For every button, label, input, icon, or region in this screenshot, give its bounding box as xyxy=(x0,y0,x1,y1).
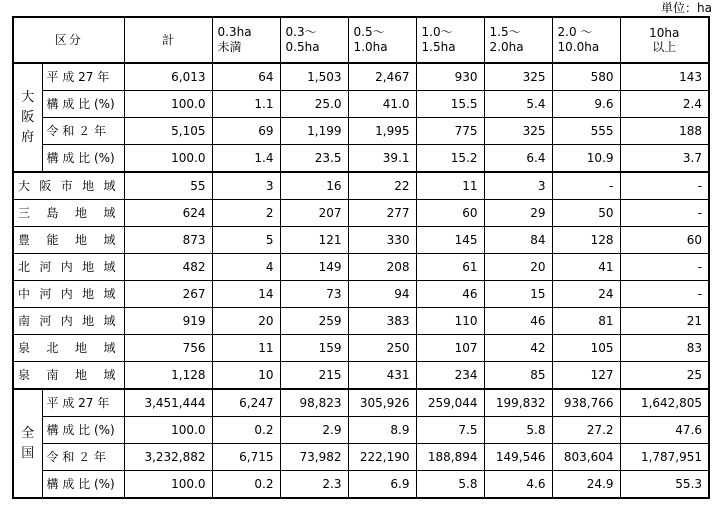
value-cell: 3,451,444 xyxy=(124,389,212,417)
value-cell: 199,832 xyxy=(484,389,552,417)
value-cell: 3.7 xyxy=(620,145,709,173)
header-col-4 xyxy=(416,17,484,63)
value-cell: 127 xyxy=(552,362,620,390)
region-label: 南河内地域 xyxy=(13,308,124,335)
value-cell: - xyxy=(620,200,709,227)
table-row xyxy=(13,172,709,200)
value-cell: 6.4 xyxy=(484,145,552,173)
value-cell: 1,787,951 xyxy=(620,444,709,471)
header-col-1-line2: 未満 xyxy=(217,40,242,54)
value-cell: 81 xyxy=(552,308,620,335)
value-cell: 234 xyxy=(416,362,484,390)
value-cell: 100.0 xyxy=(124,91,212,118)
value-cell: 64 xyxy=(212,63,280,91)
header-col-3-line1: 0.5～ xyxy=(353,25,385,39)
value-cell: 23.5 xyxy=(280,145,348,173)
table-row xyxy=(13,335,709,362)
row-label: 構 成 比 (%) xyxy=(42,471,124,499)
value-cell: 6,013 xyxy=(124,63,212,91)
value-cell: 41.0 xyxy=(348,91,416,118)
value-cell: 188,894 xyxy=(416,444,484,471)
row-label: 令 和 ２ 年 xyxy=(42,444,124,471)
value-cell: 259,044 xyxy=(416,389,484,417)
value-cell: 3 xyxy=(212,172,280,200)
value-cell: 3 xyxy=(484,172,552,200)
region-label: 泉北地域 xyxy=(13,335,124,362)
value-cell: 10 xyxy=(212,362,280,390)
header-col-2-line2: 0.5ha xyxy=(285,40,320,54)
row-label: 構 成 比 (%) xyxy=(42,91,124,118)
value-cell: 6,715 xyxy=(212,444,280,471)
table-row xyxy=(13,118,709,145)
value-cell: 85 xyxy=(484,362,552,390)
value-cell: 0.2 xyxy=(212,471,280,499)
value-cell: 46 xyxy=(484,308,552,335)
national-group-char: 国 xyxy=(21,445,35,461)
value-cell: 46 xyxy=(416,281,484,308)
value-cell: 1,642,805 xyxy=(620,389,709,417)
value-cell: 25.0 xyxy=(280,91,348,118)
unit-label: 単位：ha xyxy=(661,1,712,15)
value-cell: 919 xyxy=(124,308,212,335)
value-cell: 121 xyxy=(280,227,348,254)
value-cell: 325 xyxy=(484,63,552,91)
row-label: 平 成 27 年 xyxy=(42,389,124,417)
value-cell: 149,546 xyxy=(484,444,552,471)
value-cell: 41 xyxy=(552,254,620,281)
value-cell: 2.9 xyxy=(280,417,348,444)
value-cell: 60 xyxy=(620,227,709,254)
value-cell: 8.9 xyxy=(348,417,416,444)
value-cell: 2,467 xyxy=(348,63,416,91)
value-cell: 21 xyxy=(620,308,709,335)
header-col-2 xyxy=(280,17,348,63)
value-cell: 873 xyxy=(124,227,212,254)
value-cell: 73 xyxy=(280,281,348,308)
header-col-7-line1: 10ha xyxy=(649,26,680,40)
national-group-char: 全 xyxy=(21,425,35,441)
osaka-group-char: 阪 xyxy=(21,109,35,125)
value-cell: 1.1 xyxy=(212,91,280,118)
value-cell: 1.4 xyxy=(212,145,280,173)
table-row xyxy=(13,200,709,227)
value-cell: 7.5 xyxy=(416,417,484,444)
value-cell: 100.0 xyxy=(124,471,212,499)
value-cell: 22 xyxy=(348,172,416,200)
table-row xyxy=(13,91,709,118)
row-label: 平 成 27 年 xyxy=(42,63,124,91)
value-cell: 259 xyxy=(280,308,348,335)
value-cell: 61 xyxy=(416,254,484,281)
table-row xyxy=(13,254,709,281)
header-col-4-line1: 1.0～ xyxy=(421,25,453,39)
value-cell: 10.9 xyxy=(552,145,620,173)
value-cell: 1,995 xyxy=(348,118,416,145)
table-row xyxy=(13,417,709,444)
header-col-5 xyxy=(484,17,552,63)
value-cell: 105 xyxy=(552,335,620,362)
value-cell: - xyxy=(552,172,620,200)
table-row xyxy=(13,444,709,471)
value-cell: 267 xyxy=(124,281,212,308)
value-cell: 60 xyxy=(416,200,484,227)
value-cell: 15.5 xyxy=(416,91,484,118)
value-cell: 325 xyxy=(484,118,552,145)
value-cell: 1,128 xyxy=(124,362,212,390)
header-col-5-line2: 2.0ha xyxy=(489,40,524,54)
value-cell: 383 xyxy=(348,308,416,335)
value-cell: 39.1 xyxy=(348,145,416,173)
value-cell: 110 xyxy=(416,308,484,335)
table-row xyxy=(13,308,709,335)
value-cell: 6.9 xyxy=(348,471,416,499)
value-cell: 25 xyxy=(620,362,709,390)
header-col-7-line2: 以上 xyxy=(652,40,677,54)
region-label: 豊能地域 xyxy=(13,227,124,254)
table-row xyxy=(13,227,709,254)
value-cell: 107 xyxy=(416,335,484,362)
value-cell: 94 xyxy=(348,281,416,308)
value-cell: 4.6 xyxy=(484,471,552,499)
value-cell: 69 xyxy=(212,118,280,145)
region-label: 北河内地域 xyxy=(13,254,124,281)
value-cell: 2.3 xyxy=(280,471,348,499)
value-cell: 207 xyxy=(280,200,348,227)
table-row xyxy=(13,281,709,308)
value-cell: - xyxy=(620,172,709,200)
value-cell: 2.4 xyxy=(620,91,709,118)
osaka-group-char: 府 xyxy=(21,129,35,145)
table-row xyxy=(13,389,709,417)
value-cell: 20 xyxy=(212,308,280,335)
table-row xyxy=(13,145,709,173)
value-cell: 42 xyxy=(484,335,552,362)
value-cell: 305,926 xyxy=(348,389,416,417)
table-row xyxy=(13,362,709,390)
value-cell: 143 xyxy=(620,63,709,91)
value-cell: 1,199 xyxy=(280,118,348,145)
value-cell: 330 xyxy=(348,227,416,254)
value-cell: 9.6 xyxy=(552,91,620,118)
value-cell: 47.6 xyxy=(620,417,709,444)
osaka-group-char: 大 xyxy=(21,89,35,105)
value-cell: 803,604 xyxy=(552,444,620,471)
region-label: 三島地域 xyxy=(13,200,124,227)
value-cell: 3,232,882 xyxy=(124,444,212,471)
value-cell: 431 xyxy=(348,362,416,390)
value-cell: 16 xyxy=(280,172,348,200)
value-cell: 100.0 xyxy=(124,417,212,444)
header-row xyxy=(13,17,709,63)
header-col-6-line1: 2.0 ～ xyxy=(557,25,593,39)
value-cell: 84 xyxy=(484,227,552,254)
table-row xyxy=(13,63,709,91)
value-cell: 55 xyxy=(124,172,212,200)
value-cell: 20 xyxy=(484,254,552,281)
value-cell: 29 xyxy=(484,200,552,227)
region-label: 泉南地域 xyxy=(13,362,124,390)
value-cell: 4 xyxy=(212,254,280,281)
header-col-3-line2: 1.0ha xyxy=(353,40,388,54)
value-cell: 15.2 xyxy=(416,145,484,173)
value-cell: 27.2 xyxy=(552,417,620,444)
value-cell: 5,105 xyxy=(124,118,212,145)
value-cell: 208 xyxy=(348,254,416,281)
value-cell: 6,247 xyxy=(212,389,280,417)
value-cell: 624 xyxy=(124,200,212,227)
value-cell: 159 xyxy=(280,335,348,362)
header-col-4-line2: 1.5ha xyxy=(421,40,456,54)
value-cell: 5.8 xyxy=(416,471,484,499)
value-cell: 11 xyxy=(212,335,280,362)
value-cell: 188 xyxy=(620,118,709,145)
value-cell: 100.0 xyxy=(124,145,212,173)
value-cell: 2 xyxy=(212,200,280,227)
header-col-2-line1: 0.3～ xyxy=(285,25,317,39)
value-cell: 24.9 xyxy=(552,471,620,499)
region-label: 大阪市地域 xyxy=(13,172,124,200)
value-cell: 50 xyxy=(552,200,620,227)
value-cell: 5.4 xyxy=(484,91,552,118)
value-cell: 24 xyxy=(552,281,620,308)
farmland-area-table xyxy=(12,16,710,499)
value-cell: 775 xyxy=(416,118,484,145)
region-label: 中河内地域 xyxy=(13,281,124,308)
value-cell: 83 xyxy=(620,335,709,362)
value-cell: 215 xyxy=(280,362,348,390)
value-cell: 277 xyxy=(348,200,416,227)
value-cell: 73,982 xyxy=(280,444,348,471)
value-cell: 555 xyxy=(552,118,620,145)
value-cell: 149 xyxy=(280,254,348,281)
header-col-6 xyxy=(552,17,620,63)
value-cell: 145 xyxy=(416,227,484,254)
row-label: 令 和 ２ 年 xyxy=(42,118,124,145)
header-col-1 xyxy=(212,17,280,63)
osaka-group-label xyxy=(13,63,42,172)
value-cell: - xyxy=(620,281,709,308)
value-cell: 222,190 xyxy=(348,444,416,471)
value-cell: 55.3 xyxy=(620,471,709,499)
value-cell: 5 xyxy=(212,227,280,254)
value-cell: 482 xyxy=(124,254,212,281)
value-cell: 1,503 xyxy=(280,63,348,91)
value-cell: 5.8 xyxy=(484,417,552,444)
value-cell: 756 xyxy=(124,335,212,362)
table-body xyxy=(13,17,709,498)
value-cell: 580 xyxy=(552,63,620,91)
value-cell: 250 xyxy=(348,335,416,362)
value-cell: 938,766 xyxy=(552,389,620,417)
national-group-label xyxy=(13,389,42,498)
value-cell: 128 xyxy=(552,227,620,254)
table-row xyxy=(13,471,709,499)
header-col-7 xyxy=(620,17,709,63)
row-label: 構 成 比 (%) xyxy=(42,145,124,173)
value-cell: 930 xyxy=(416,63,484,91)
value-cell: 14 xyxy=(212,281,280,308)
header-total: 計 xyxy=(124,17,212,63)
value-cell: 11 xyxy=(416,172,484,200)
header-col-1-line1: 0.3ha xyxy=(217,25,252,39)
value-cell: 0.2 xyxy=(212,417,280,444)
value-cell: - xyxy=(620,254,709,281)
value-cell: 98,823 xyxy=(280,389,348,417)
header-col-5-line1: 1.5～ xyxy=(489,25,521,39)
value-cell: 15 xyxy=(484,281,552,308)
header-kubun: 区分 xyxy=(13,17,124,63)
header-col-6-line2: 10.0ha xyxy=(557,40,600,54)
row-label: 構 成 比 (%) xyxy=(42,417,124,444)
header-col-3 xyxy=(348,17,416,63)
